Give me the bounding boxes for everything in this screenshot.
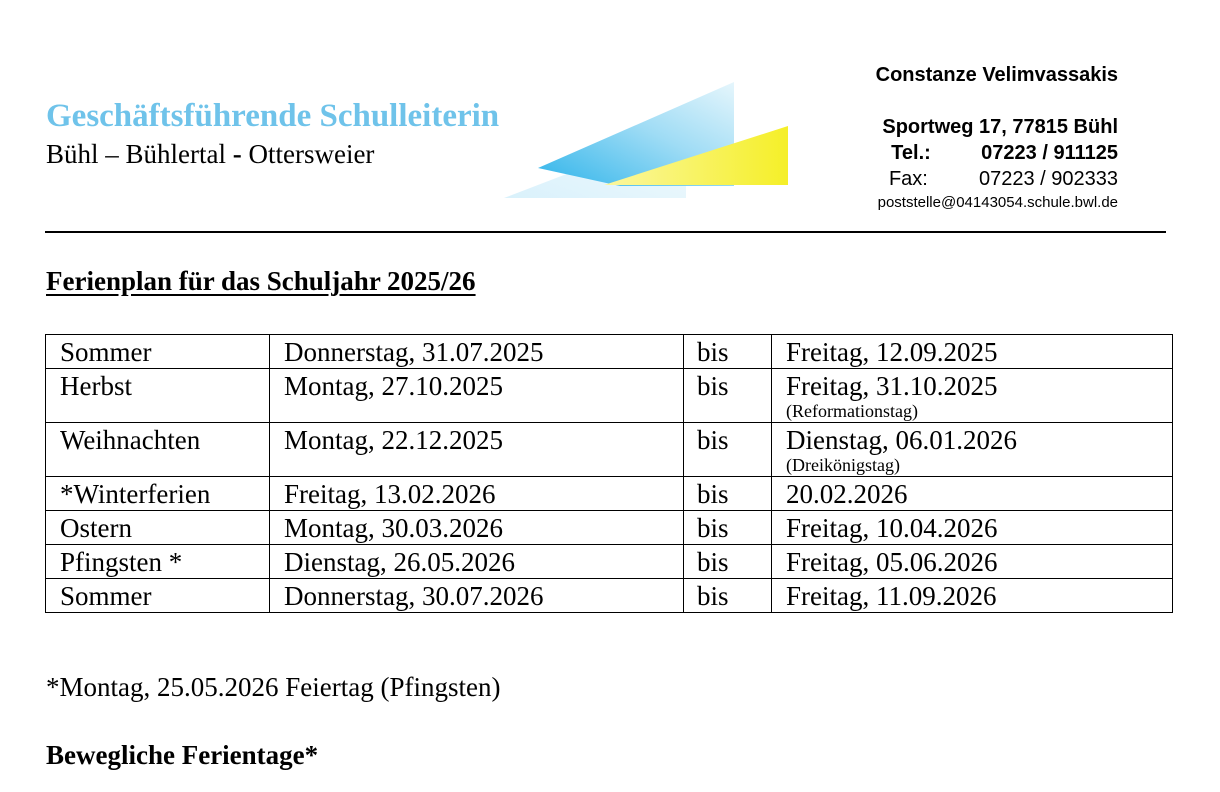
bis-text: bis bbox=[697, 513, 729, 543]
end-date-cell bbox=[772, 477, 1173, 511]
fax-label: Fax: bbox=[888, 168, 928, 190]
end-date-cell bbox=[772, 545, 1173, 579]
start-date-cell bbox=[270, 369, 684, 423]
holiday-note: (Reformationstag) bbox=[786, 401, 918, 421]
bis-text: bis bbox=[697, 425, 729, 455]
bis-text: bis bbox=[697, 547, 729, 577]
bis-cell bbox=[684, 477, 772, 511]
contact-fax bbox=[889, 168, 1118, 191]
end-date-text: Freitag, 05.06.2026 bbox=[786, 547, 998, 577]
start-date-cell bbox=[270, 545, 684, 579]
start-date-text: Freitag, 13.02.2026 bbox=[284, 479, 496, 509]
header-divider bbox=[45, 231, 1166, 233]
holiday-name-cell bbox=[46, 579, 270, 613]
bis-cell bbox=[684, 423, 772, 477]
holiday-name-cell bbox=[46, 369, 270, 423]
holiday-name-text: Weihnachten bbox=[60, 425, 201, 455]
holiday-name-text: Sommer bbox=[60, 581, 152, 611]
holiday-name-cell bbox=[46, 511, 270, 545]
bis-text: bis bbox=[697, 371, 729, 401]
bis-text: bis bbox=[697, 479, 729, 509]
start-date-text: Montag, 22.12.2025 bbox=[284, 425, 503, 455]
end-date-text: Freitag, 10.04.2026 bbox=[786, 513, 998, 543]
end-date-cell bbox=[772, 579, 1173, 613]
start-date-cell bbox=[270, 579, 684, 613]
table-row bbox=[46, 477, 1173, 511]
holiday-name-text: Herbst bbox=[60, 371, 132, 401]
start-date-text: Donnerstag, 31.07.2025 bbox=[284, 337, 544, 367]
table-row bbox=[46, 511, 1173, 545]
holiday-note: (Dreikönigstag) bbox=[786, 455, 900, 475]
start-date-text: Montag, 30.03.2026 bbox=[284, 513, 503, 543]
holiday-name-text: *Winterferien bbox=[60, 479, 211, 509]
contact-street: Sportweg 17, 77815 Bühl bbox=[882, 116, 1118, 138]
holiday-name-cell bbox=[46, 335, 270, 369]
page-heading: Ferienplan für das Schuljahr 2025/26 bbox=[46, 266, 476, 296]
table-row bbox=[46, 579, 1173, 613]
table-row bbox=[46, 369, 1173, 423]
start-date-text: Donnerstag, 30.07.2026 bbox=[284, 581, 544, 611]
table-row bbox=[46, 335, 1173, 369]
start-date-cell bbox=[270, 477, 684, 511]
subtitle-separator: - bbox=[232, 139, 242, 169]
holiday-name-cell bbox=[46, 545, 270, 579]
holiday-name-cell bbox=[46, 477, 270, 511]
subtitle-part-2: Ottersweier bbox=[241, 139, 375, 169]
subtitle-part-1: Bühl – Bühlertal bbox=[46, 139, 233, 169]
bis-cell bbox=[684, 511, 772, 545]
contact-name: Constanze Velimvassakis bbox=[875, 64, 1118, 86]
table-row bbox=[46, 545, 1173, 579]
holiday-table bbox=[45, 334, 1173, 613]
end-date-text: Freitag, 12.09.2025 bbox=[786, 337, 998, 367]
start-date-cell bbox=[270, 335, 684, 369]
logo-graphic bbox=[500, 78, 792, 200]
bis-cell bbox=[684, 579, 772, 613]
start-date-text: Montag, 27.10.2025 bbox=[284, 371, 503, 401]
school-towns-subtitle bbox=[46, 139, 374, 170]
bis-cell bbox=[684, 335, 772, 369]
contact-email: poststelle@04143054.schule.bwl.de bbox=[877, 194, 1118, 211]
tel-label: Tel.: bbox=[891, 142, 931, 164]
holiday-name-cell bbox=[46, 423, 270, 477]
bis-cell bbox=[684, 545, 772, 579]
footnote: *Montag, 25.05.2026 Feiertag (Pfingsten) bbox=[46, 672, 501, 702]
start-date-cell bbox=[270, 511, 684, 545]
start-date-text: Dienstag, 26.05.2026 bbox=[284, 547, 515, 577]
bis-text: bis bbox=[697, 337, 729, 367]
end-date-text: Dienstag, 06.01.2026 bbox=[786, 425, 1017, 455]
end-date-text: Freitag, 31.10.2025 bbox=[786, 371, 998, 401]
holiday-name-text: Pfingsten * bbox=[60, 547, 183, 577]
bis-cell bbox=[684, 369, 772, 423]
table-row bbox=[46, 423, 1173, 477]
contact-tel bbox=[891, 142, 1118, 165]
school-leader-title: Geschäftsführende Schulleiterin bbox=[46, 98, 500, 134]
end-date-cell bbox=[772, 335, 1173, 369]
bis-text: bis bbox=[697, 581, 729, 611]
end-date-text: 20.02.2026 bbox=[786, 479, 908, 509]
section-heading: Bewegliche Ferientage* bbox=[46, 740, 319, 770]
end-date-text: Freitag, 11.09.2026 bbox=[786, 581, 997, 611]
tel-value: 07223 / 911125 bbox=[981, 142, 1118, 164]
end-date-cell bbox=[772, 511, 1173, 545]
fax-value: 07223 / 902333 bbox=[978, 168, 1118, 190]
holiday-name-text: Ostern bbox=[60, 513, 132, 543]
end-date-cell bbox=[772, 369, 1173, 423]
start-date-cell bbox=[270, 423, 684, 477]
holiday-name-text: Sommer bbox=[60, 337, 152, 367]
end-date-cell bbox=[772, 423, 1173, 477]
